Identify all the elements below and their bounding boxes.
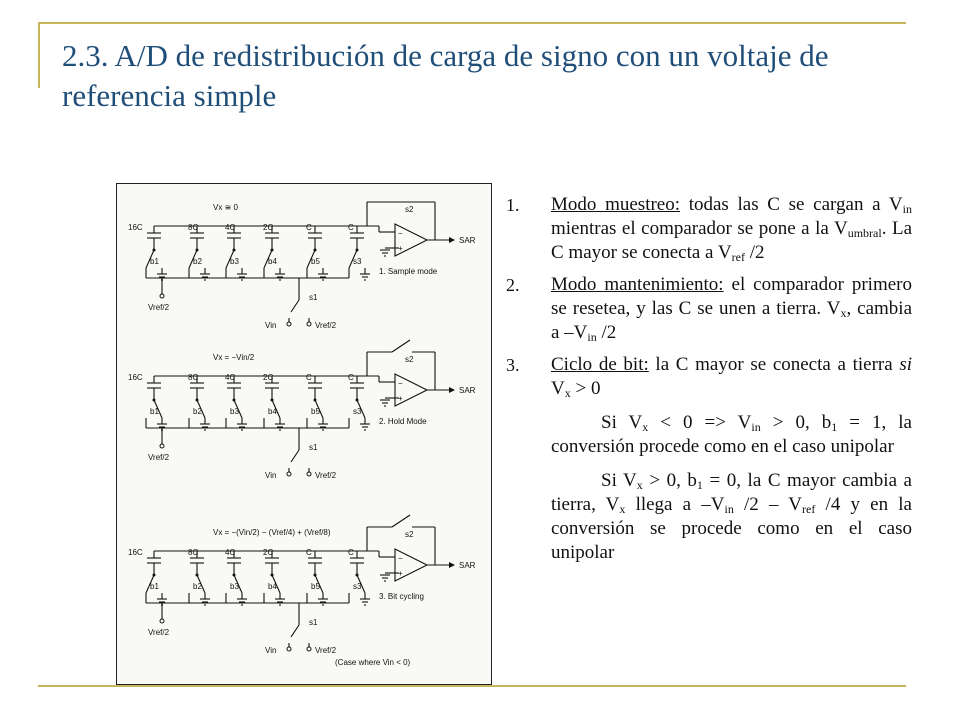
vx-label: Vx = −Vin/2 (213, 353, 255, 362)
item-number: 2. (506, 275, 520, 295)
side-rule (38, 22, 40, 88)
capacitor-label: 4C (225, 223, 236, 232)
switch-node (196, 249, 199, 252)
comparator-plus: + (398, 244, 403, 253)
list-item (506, 273, 912, 345)
terminal-icon (287, 322, 291, 326)
switch-node (356, 399, 359, 402)
switch-label: b1 (150, 257, 159, 266)
list-item (506, 353, 912, 401)
switch-node (153, 574, 156, 577)
capacitor-label: 2C (263, 373, 274, 382)
step-list (506, 193, 912, 401)
terminal-icon (287, 647, 291, 651)
vx-label: Vx ≅ 0 (213, 203, 238, 212)
top-rule (38, 22, 906, 24)
vref-label: Vref/2 (148, 303, 170, 312)
switch-s2 (392, 515, 410, 527)
item-text: Ciclo de bit: la C mayor se conecta a tierra si $V_x > 0$ (551, 354, 913, 400)
vref-label: Vref/2 (148, 453, 170, 462)
terminal-icon (160, 444, 164, 448)
comparator-plus: + (398, 394, 403, 403)
switch-node (271, 249, 274, 252)
vref-label: Vref/2 (315, 646, 337, 655)
switch-label: b2 (193, 582, 202, 591)
mode-label: 2. Hold Mode (379, 417, 427, 426)
vref-label: Vref/2 (315, 321, 337, 330)
item-text: Modo mantenimiento: el comparador primero se resetea, y las C se unen a tierra. $V_x$, cambia a $-V_{in}$ /2 (551, 274, 912, 344)
switch-node (233, 574, 236, 577)
s1-label: s1 (309, 443, 318, 452)
comparator-minus: − (398, 379, 403, 388)
circuit-figure (116, 183, 492, 685)
capacitor-label: 4C (225, 373, 236, 382)
switch-s2 (392, 340, 410, 352)
capacitor-label: C (348, 548, 354, 557)
slide-title: 2.3. A/D de redistribución de carga de signo con un voltaje de referencia simple (62, 38, 829, 113)
arrow-icon (449, 237, 455, 243)
switch-node (314, 574, 317, 577)
vin-label: Vin (265, 321, 277, 330)
vin-label: Vin (265, 471, 277, 480)
capacitor-label: 16C (128, 223, 143, 232)
switch-s1 (291, 625, 299, 637)
switch-label: b5 (311, 257, 320, 266)
comparator-minus: − (398, 554, 403, 563)
capacitor-label: 8C (188, 223, 199, 232)
switch-node (196, 574, 199, 577)
switch-node (314, 399, 317, 402)
terminal-icon (160, 619, 164, 623)
switch-label: b4 (268, 257, 277, 266)
switch-label: b5 (311, 407, 320, 416)
capacitor-label: C (306, 373, 312, 382)
circuit-diagram (117, 184, 491, 684)
switch-node (153, 399, 156, 402)
vref-label: Vref/2 (315, 471, 337, 480)
capacitor-label: C (348, 373, 354, 382)
item-number: 3. (506, 355, 520, 375)
terminal-icon (287, 472, 291, 476)
capacitor-label: C (306, 223, 312, 232)
capacitor-label: C (348, 223, 354, 232)
s1-label: s1 (309, 618, 318, 627)
capacitor-label: 2C (263, 548, 274, 557)
switch-s1 (291, 450, 299, 462)
switch-node (271, 399, 274, 402)
switch-label: s3 (353, 257, 362, 266)
switch-node (271, 574, 274, 577)
terminal-icon (307, 322, 311, 326)
comparator-minus: − (398, 229, 403, 238)
switch-label: b5 (311, 582, 320, 591)
mode-label: 1. Sample mode (379, 267, 438, 276)
capacitor-label: 8C (188, 548, 199, 557)
capacitor-label: 2C (263, 223, 274, 232)
case-paragraph-positive: Si $V_x > 0$, $b_1 = 0$, la C mayor cambia a tierra, $V_x$ llega a $-V_{in}$ $/2 - V_{ref}$ /4 y en la conversión se procede como en el caso unipolar (551, 470, 912, 563)
capacitor-label: 16C (128, 548, 143, 557)
switch-node (233, 249, 236, 252)
s2-label: s2 (405, 355, 414, 364)
switch-s1 (291, 300, 299, 312)
case-note: (Case where Vin < 0) (335, 658, 411, 667)
capacitor-label: 4C (225, 548, 236, 557)
sar-label: SAR (459, 236, 476, 245)
item-number: 1. (506, 195, 520, 215)
item-label: Ciclo de bit: (551, 354, 649, 375)
item-label: Modo mantenimiento: (551, 274, 724, 295)
list-item (506, 193, 912, 265)
switch-label: b3 (230, 257, 239, 266)
terminal-icon (160, 294, 164, 298)
switch-node (356, 249, 359, 252)
s1-label: s1 (309, 293, 318, 302)
switch-label: b3 (230, 582, 239, 591)
case-paragraph-negative: Si $V_x < 0 => V_{in} > 0$, $b_1 = 1$, la conversión procede como en el caso unipolar (551, 412, 912, 457)
switch-label: b1 (150, 582, 159, 591)
sar-label: SAR (459, 561, 476, 570)
terminal-icon (307, 472, 311, 476)
s2-label: s2 (405, 205, 414, 214)
comparator-plus: + (398, 569, 403, 578)
switch-label: s3 (353, 582, 362, 591)
switch-node (153, 249, 156, 252)
arrow-icon (449, 562, 455, 568)
vx-label: Vx = −(Vin/2) − (Vref/4) + (Vref/8) (213, 528, 331, 537)
switch-label: s3 (353, 407, 362, 416)
arrow-icon (449, 387, 455, 393)
s2-label: s2 (405, 530, 414, 539)
terminal-icon (307, 647, 311, 651)
switch-node (196, 399, 199, 402)
vin-label: Vin (265, 646, 277, 655)
switch-label: b2 (193, 257, 202, 266)
item-text: Modo muestreo: todas las C se cargan a $V_{in}$ mientras el comparador se pone a la $V_{umbral}$. La C mayor se conecta a $V_{ref}$ /2 (551, 194, 912, 264)
switch-node (356, 574, 359, 577)
switch-node (233, 399, 236, 402)
item-label: Modo muestreo: (551, 194, 681, 215)
capacitor-label: C (306, 548, 312, 557)
switch-node (314, 249, 317, 252)
switch-label: b4 (268, 407, 277, 416)
mode-label: 3. Bit cycling (379, 592, 424, 601)
vref-label: Vref/2 (148, 628, 170, 637)
capacitor-label: 16C (128, 373, 143, 382)
switch-label: b3 (230, 407, 239, 416)
switch-label: b4 (268, 582, 277, 591)
sar-label: SAR (459, 386, 476, 395)
slide-content (506, 193, 912, 565)
switch-label: b2 (193, 407, 202, 416)
bottom-rule (38, 685, 906, 687)
switch-label: b1 (150, 407, 159, 416)
capacitor-label: 8C (188, 373, 199, 382)
